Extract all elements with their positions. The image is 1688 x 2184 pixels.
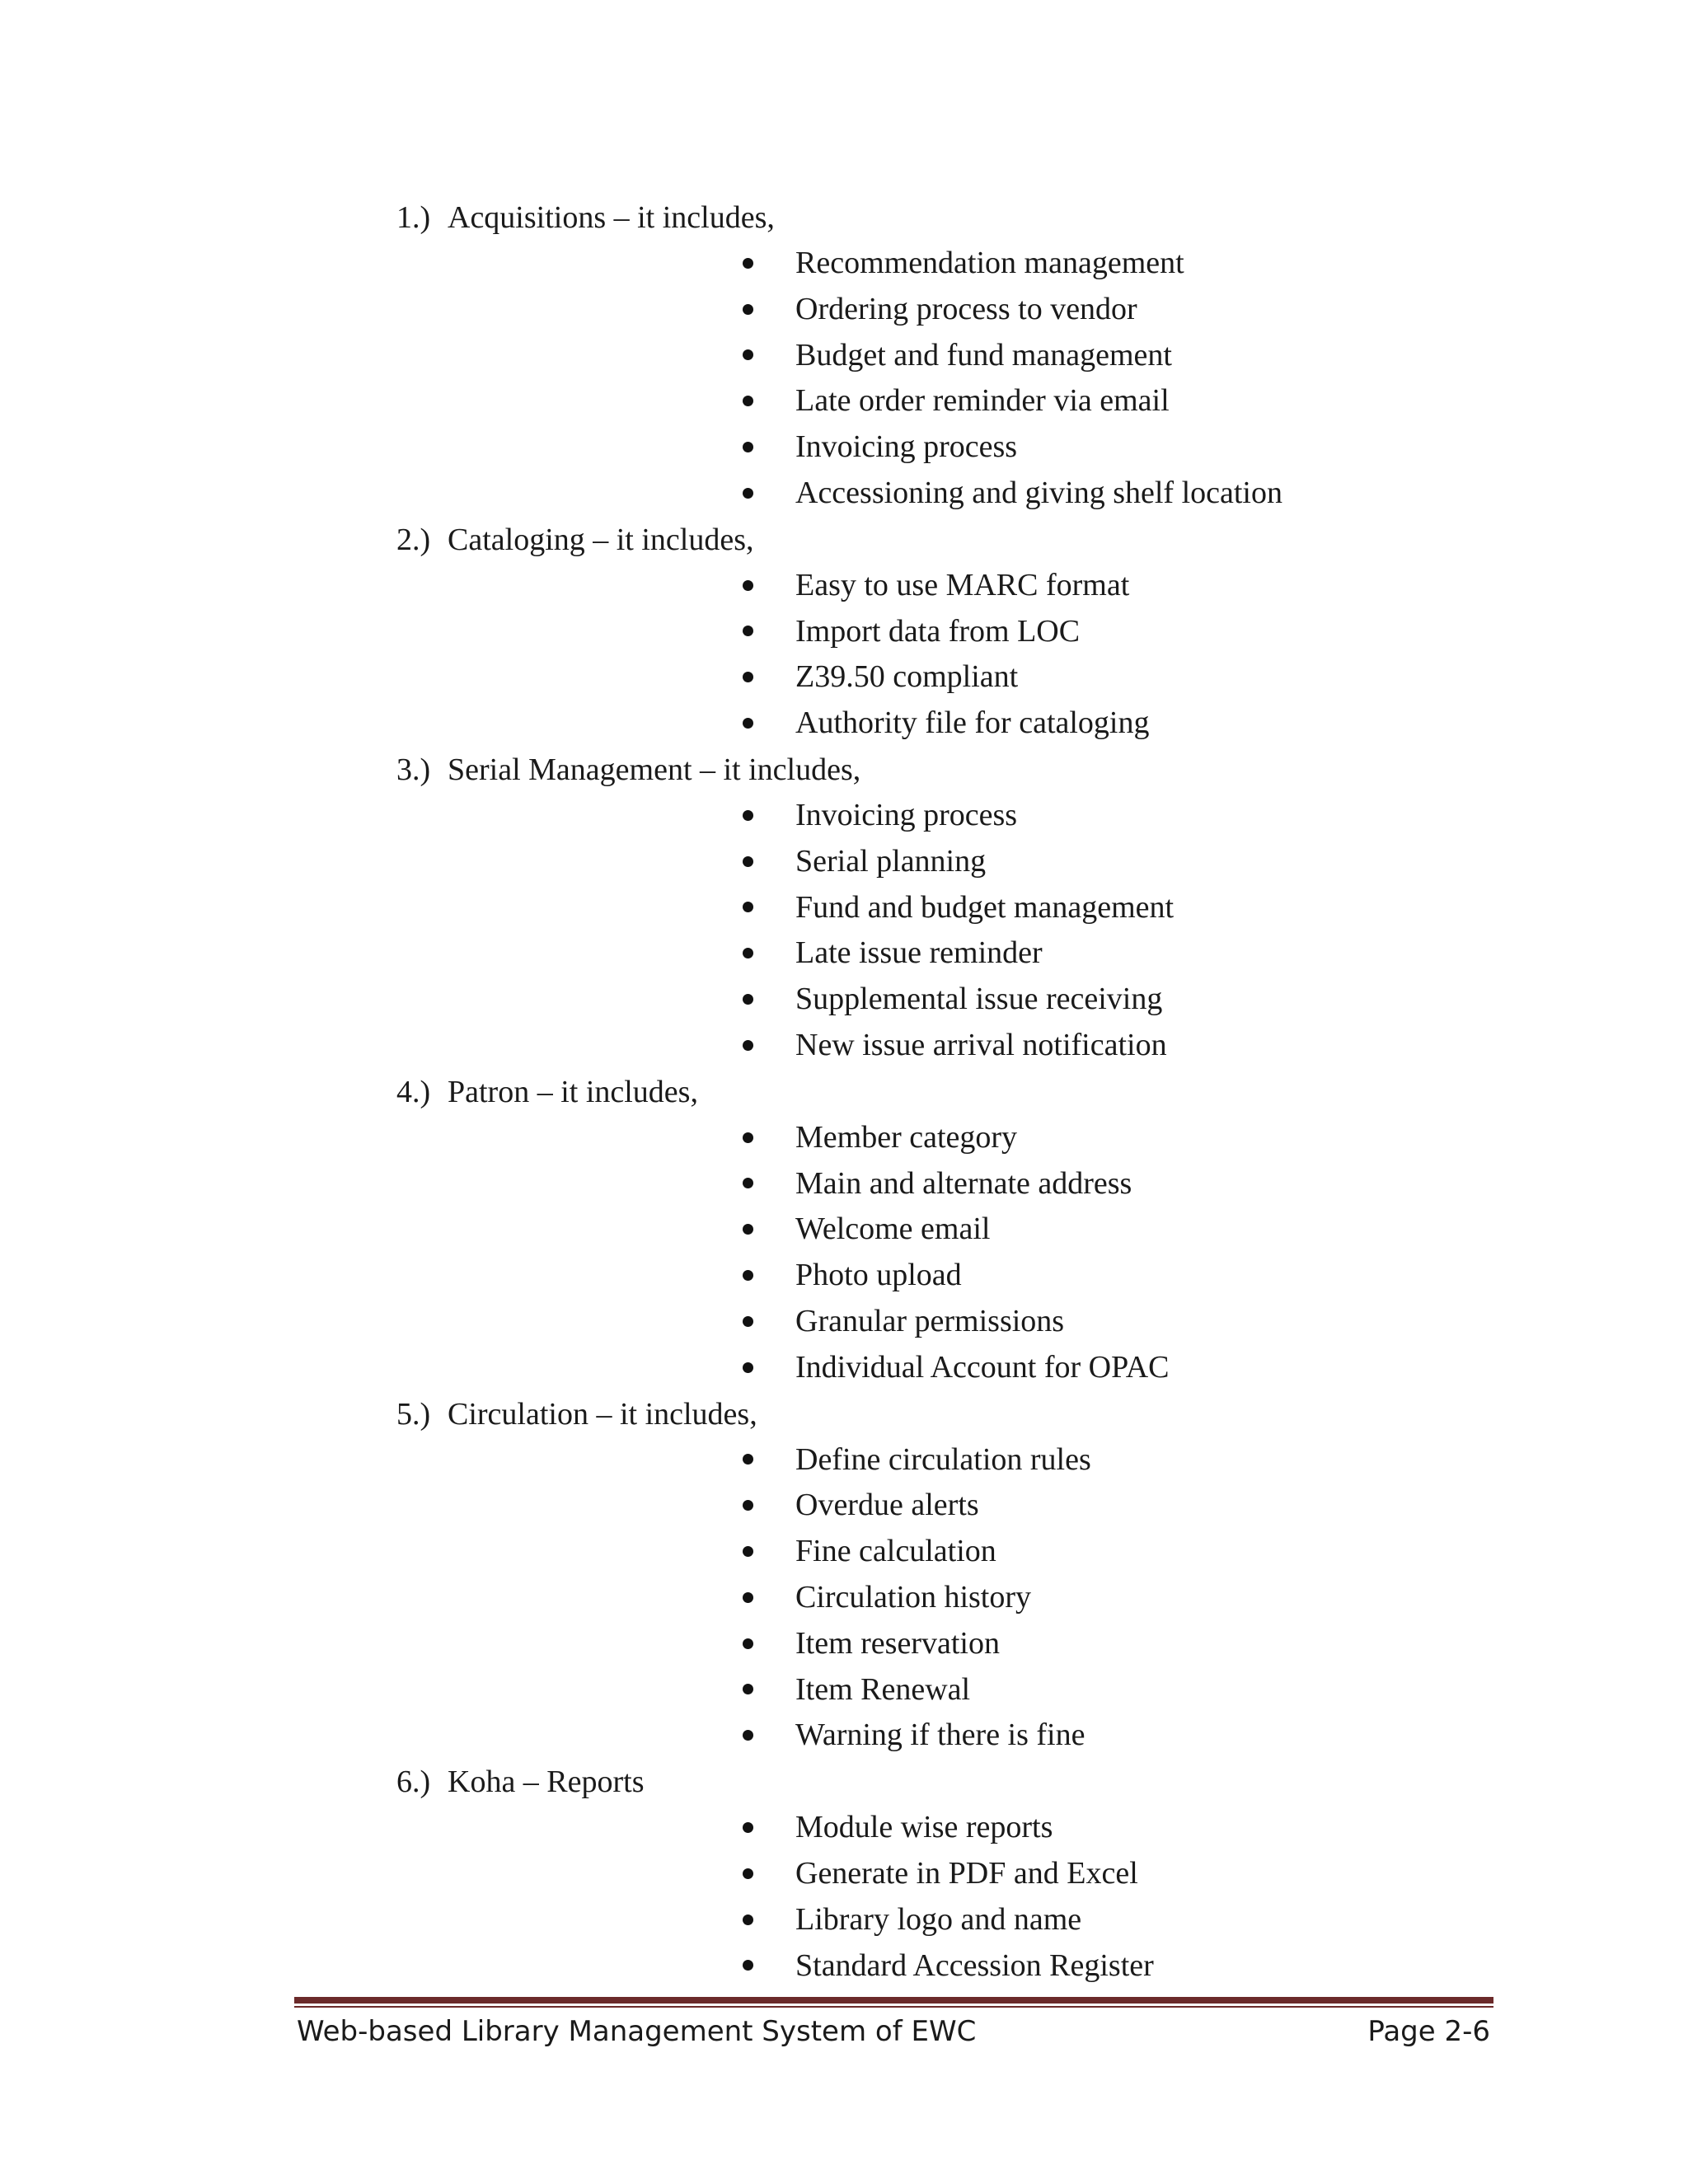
section-number: 2.) <box>396 522 431 557</box>
bullet-icon <box>743 1730 753 1741</box>
footer-page-number: Page 2-6 <box>1367 2015 1490 2048</box>
list-item: Authority file for cataloging <box>743 701 1468 747</box>
section-heading <box>396 1391 1468 1437</box>
list-item: Late issue reminder <box>743 930 1468 977</box>
section-number: 3.) <box>396 752 431 787</box>
list-item: Ordering process to vendor <box>743 287 1468 333</box>
section-circulation <box>396 1391 1468 1760</box>
section-heading <box>396 194 1468 241</box>
section-number: 1.) <box>396 200 431 235</box>
list-item: Fine calculation <box>743 1529 1468 1575</box>
bullet-icon <box>743 810 753 821</box>
list-item: Warning if there is fine <box>743 1713 1468 1759</box>
bullet-icon <box>743 349 753 360</box>
list-item: Generate in PDF and Excel <box>743 1851 1468 1897</box>
list-item: Photo upload <box>743 1253 1468 1299</box>
footer-document-title: Web-based Library Management System of EWC <box>297 2015 977 2048</box>
section-cataloging <box>396 517 1468 747</box>
bullet-list <box>396 793 1468 1069</box>
list-item: Member category <box>743 1115 1468 1161</box>
section-title: Koha – Reports <box>448 1765 645 1800</box>
bullet-icon <box>743 1362 753 1373</box>
bullet-icon <box>743 948 753 958</box>
bullet-icon <box>743 1915 753 1925</box>
bullet-icon <box>743 304 753 315</box>
bullet-icon <box>743 396 753 406</box>
bullet-icon <box>743 1868 753 1879</box>
bullet-icon <box>743 580 753 591</box>
list-item: Main and alternate address <box>743 1161 1468 1207</box>
list-item: Individual Account for OPAC <box>743 1345 1468 1391</box>
list-item: Fund and budget management <box>743 885 1468 931</box>
bullet-icon <box>743 442 753 452</box>
list-item: Budget and fund management <box>743 333 1468 379</box>
list-item: Recommendation management <box>743 241 1468 287</box>
list-item: Late order reminder via email <box>743 378 1468 424</box>
bullet-icon <box>743 1500 753 1511</box>
bullet-list <box>396 1437 1468 1760</box>
footer-divider <box>294 1997 1493 2004</box>
list-item: Welcome email <box>743 1207 1468 1253</box>
section-heading <box>396 1759 1468 1805</box>
bullet-icon <box>743 1546 753 1557</box>
bullet-icon <box>743 1132 753 1143</box>
bullet-icon <box>743 1822 753 1833</box>
section-number: 5.) <box>396 1396 431 1432</box>
list-item: Standard Accession Register <box>743 1943 1468 1990</box>
section-acquisitions <box>396 194 1468 517</box>
list-item: Library logo and name <box>743 1897 1468 1943</box>
bullet-icon <box>743 258 753 269</box>
list-item: Granular permissions <box>743 1299 1468 1345</box>
bullet-icon <box>743 1454 753 1465</box>
section-patron <box>396 1069 1468 1391</box>
section-title: Cataloging – it includes, <box>448 522 754 557</box>
section-reports <box>396 1759 1468 1989</box>
list-item: Overdue alerts <box>743 1483 1468 1529</box>
bullet-icon <box>743 902 753 912</box>
section-serial-management <box>396 747 1468 1069</box>
list-item: Supplemental issue receiving <box>743 977 1468 1023</box>
section-number: 4.) <box>396 1074 431 1109</box>
bullet-icon <box>743 672 753 682</box>
section-title: Serial Management – it includes, <box>448 752 861 787</box>
bullet-list <box>396 1115 1468 1391</box>
list-item: Item reservation <box>743 1621 1468 1667</box>
footer-divider-thin <box>294 2006 1493 2008</box>
bullet-icon <box>743 1592 753 1603</box>
module-list <box>396 194 1468 1989</box>
list-item: New issue arrival notification <box>743 1023 1468 1069</box>
bullet-list <box>396 241 1468 517</box>
bullet-icon <box>743 1178 753 1188</box>
section-heading <box>396 747 1468 793</box>
bullet-icon <box>743 1960 753 1971</box>
bullet-list <box>396 1805 1468 1989</box>
list-item: Easy to use MARC format <box>743 563 1468 609</box>
bullet-icon <box>743 488 753 499</box>
section-heading <box>396 517 1468 563</box>
list-item: Serial planning <box>743 839 1468 885</box>
bullet-icon <box>743 1224 753 1235</box>
bullet-list <box>396 563 1468 747</box>
list-item: Module wise reports <box>743 1805 1468 1851</box>
section-title: Acquisitions – it includes, <box>448 200 775 235</box>
list-item: Invoicing process <box>743 424 1468 471</box>
list-item: Define circulation rules <box>743 1437 1468 1483</box>
bullet-icon <box>743 1638 753 1649</box>
bullet-icon <box>743 1684 753 1694</box>
bullet-icon <box>743 1040 753 1051</box>
section-heading <box>396 1069 1468 1115</box>
bullet-icon <box>743 856 753 867</box>
list-item: Import data from LOC <box>743 609 1468 655</box>
list-item: Accessioning and giving shelf location <box>743 471 1468 517</box>
section-number: 6.) <box>396 1765 431 1800</box>
section-title: Patron – it includes, <box>448 1074 698 1109</box>
list-item: Z39.50 compliant <box>743 654 1468 701</box>
list-item: Circulation history <box>743 1575 1468 1621</box>
list-item: Invoicing process <box>743 793 1468 839</box>
section-title: Circulation – it includes, <box>448 1396 757 1432</box>
list-item: Item Renewal <box>743 1667 1468 1713</box>
bullet-icon <box>743 718 753 729</box>
bullet-icon <box>743 626 753 636</box>
bullet-icon <box>743 1316 753 1327</box>
bullet-icon <box>743 1270 753 1281</box>
bullet-icon <box>743 994 753 1005</box>
